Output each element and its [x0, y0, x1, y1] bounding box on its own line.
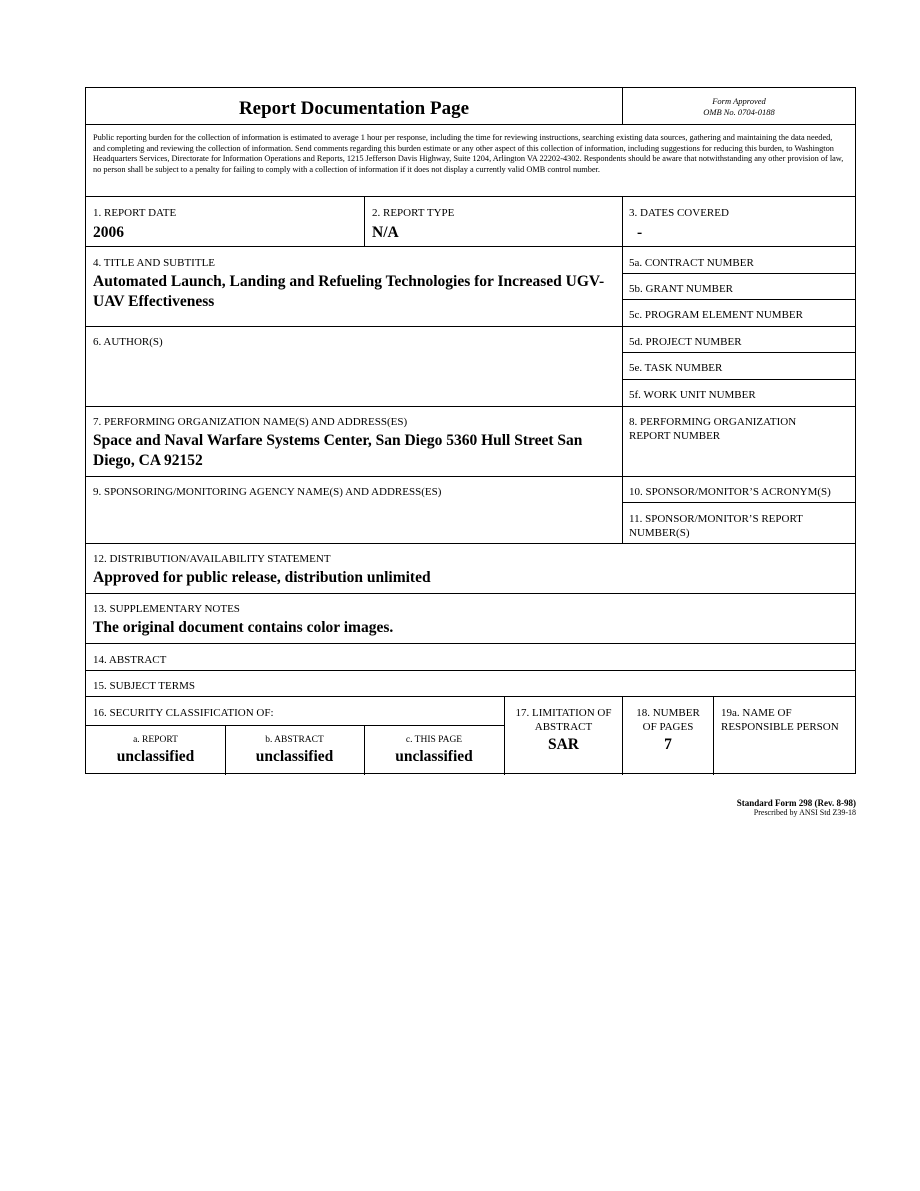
form-approved-label: Form Approved	[712, 96, 766, 106]
authors-label: 6. AUTHOR(S)	[93, 336, 163, 348]
report-date-field	[93, 206, 363, 243]
report-date-value: 2006	[93, 224, 124, 241]
security-page-label: c. THIS PAGE	[405, 735, 463, 745]
performing-org-value: Space and Naval Warfare Systems Center, San Diego 5360 Hull Street San Diego, CA 92152	[93, 432, 583, 469]
num-pages-value: 7	[664, 736, 672, 753]
report-type-label: 2. REPORT TYPE	[372, 207, 455, 219]
abstract-label: 14. ABSTRACT	[93, 654, 167, 666]
performing-report-label: 8. PERFORMING ORGANIZATION REPORT NUMBER	[629, 416, 797, 442]
grant-number-label: 5b. GRANT NUMBER	[629, 283, 734, 295]
sponsor-acronym-label: 10. SPONSOR/MONITOR’S ACRONYM(S)	[629, 486, 831, 498]
num-pages-field	[631, 706, 705, 755]
page-title: Report Documentation Page	[238, 98, 470, 119]
form-approved-box	[622, 96, 856, 118]
security-report-field	[86, 734, 225, 767]
limitation-label: 17. LIMITATION OF ABSTRACT	[515, 707, 612, 733]
security-abstract-value: unclassified	[255, 748, 334, 765]
standard-form-label: Standard Form 298 (Rev. 8-98)	[736, 798, 856, 808]
burden-statement: Public reporting burden for the collection of information is estimated to average 1 hour per response, including the time for reviewing instructions, searching existing data sources, gathering and maintaining the data needed, and completing and reviewing the collection of information. Send comments regarding this burden estimate or any other aspect of this collection of information, including suggestions for reducing this burden, to Washington Headquarters Services, Directorate for Information Operations and Reports, 1215 Jefferson Davis Highway, Suite 1204, Arlington VA 22202-4302. Respondents should be aware that notwithstanding any other provision of law, no person shall be subject to a penalty for failing to comply with a collection of information if it does not display a currently valid OMB control number.	[93, 133, 844, 174]
omb-number: OMB No. 0704-0188	[703, 107, 775, 117]
distribution-field	[93, 552, 793, 588]
dates-covered-field	[629, 206, 849, 243]
sponsoring-agency-label: 9. SPONSORING/MONITORING AGENCY NAME(S) AND ADDRESS(ES)	[93, 486, 442, 498]
report-type-value: N/A	[372, 224, 399, 241]
performing-org-label: 7. PERFORMING ORGANIZATION NAME(S) AND ADDRESS(ES)	[93, 416, 408, 428]
title-subtitle-label: 4. TITLE AND SUBTITLE	[93, 257, 216, 269]
limitation-field	[505, 706, 622, 755]
security-page-field	[364, 734, 504, 767]
limitation-value: SAR	[547, 736, 579, 753]
project-number-label: 5d. PROJECT NUMBER	[629, 336, 742, 348]
task-number-label: 5e. TASK NUMBER	[629, 362, 723, 374]
dates-covered-value: -	[637, 224, 643, 241]
ansi-prescribed-label: Prescribed by ANSI Std Z39-18	[753, 808, 856, 817]
dates-covered-label: 3. DATES COVERED	[629, 207, 729, 219]
subject-terms-label: 15. SUBJECT TERMS	[93, 680, 195, 692]
security-page-value: unclassified	[395, 748, 473, 765]
sponsor-report-label: 11. SPONSOR/MONITOR’S REPORT NUMBER(S)	[629, 513, 803, 539]
responsible-person-label: 19a. NAME OF RESPONSIBLE PERSON	[721, 707, 839, 733]
security-classification-label: 16. SECURITY CLASSIFICATION OF:	[93, 707, 274, 719]
report-documentation-form	[85, 87, 856, 774]
security-abstract-label: b. ABSTRACT	[265, 735, 324, 745]
title-subtitle-value: Automated Launch, Landing and Refueling Technologies for Increased UGV-UAV Effectiveness	[93, 273, 605, 310]
work-unit-label: 5f. WORK UNIT NUMBER	[629, 389, 756, 401]
contract-number-label: 5a. CONTRACT NUMBER	[629, 257, 754, 269]
supplementary-label: 13. SUPPLEMENTARY NOTES	[93, 603, 240, 615]
program-element-label: 5c. PROGRAM ELEMENT NUMBER	[629, 309, 803, 321]
security-abstract-field	[225, 734, 364, 767]
security-report-label: a. REPORT	[133, 735, 178, 745]
performing-org-field	[93, 415, 613, 471]
supplementary-field	[93, 602, 793, 638]
security-report-value: unclassified	[116, 748, 195, 765]
supplementary-value: The original document contains color images.	[93, 619, 394, 636]
num-pages-label: 18. NUMBER OF PAGES	[636, 707, 700, 733]
distribution-label: 12. DISTRIBUTION/AVAILABILITY STATEMENT	[93, 553, 331, 565]
distribution-value: Approved for public release, distribution unlimited	[93, 569, 431, 586]
report-date-label: 1. REPORT DATE	[93, 207, 177, 219]
report-type-field	[372, 206, 612, 243]
title-subtitle-field	[93, 256, 613, 312]
